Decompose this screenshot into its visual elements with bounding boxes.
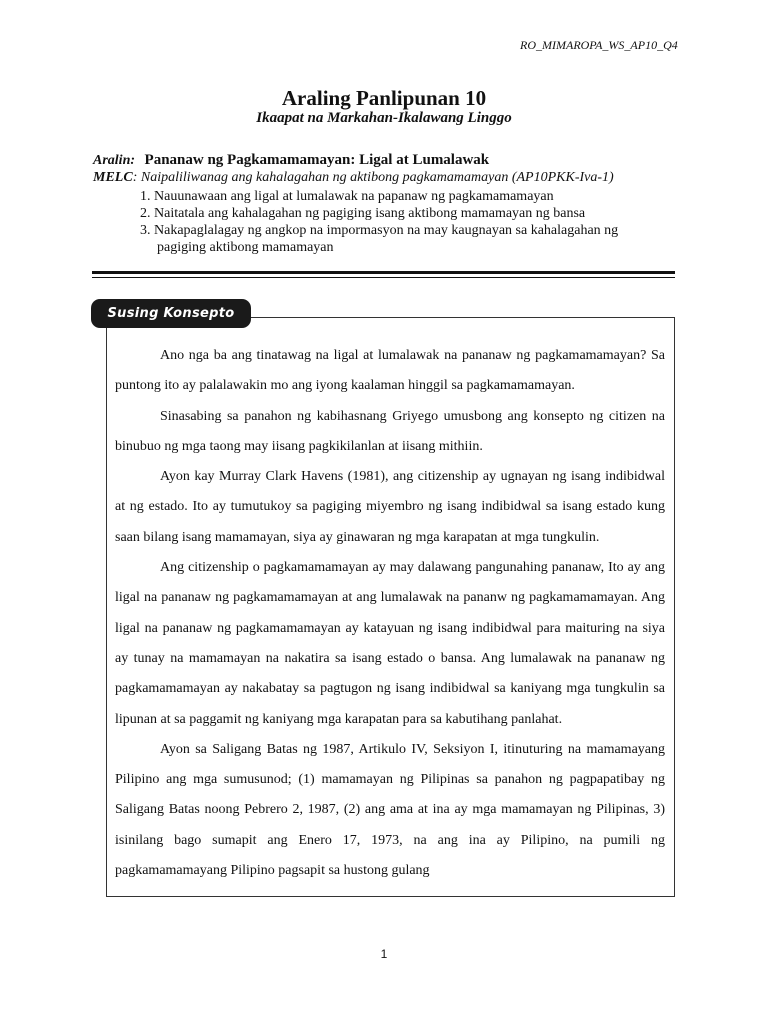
section-tag: Susing Konsepto xyxy=(91,299,251,328)
divider-thin xyxy=(92,277,675,278)
page-number: 1 xyxy=(380,947,388,961)
document-code: RO_MIMAROPA_WS_AP10_Q4 xyxy=(520,38,678,52)
melc-line xyxy=(93,170,614,186)
objective-item: 2. Naitatala ang kahalagahan ng pagiging isang aktibong mamamayan ng bansa xyxy=(140,206,586,221)
page-title: Araling Panlipunan 10 xyxy=(281,86,487,110)
aralin-value: Pananaw ng Pagkamamamayan: Ligal at Lumalawak xyxy=(144,152,490,168)
objective-item-continuation: pagiging aktibong mamamayan xyxy=(157,240,334,255)
paragraph: Sinasabing sa panahon ng kabihasnang Griyego umusbong ang konsepto ng citizen na binubuo ng mga taong may iisang pagkikilanlan at iisang mithiin. xyxy=(115,408,665,454)
aralin-line xyxy=(93,152,489,169)
page-subtitle: Ikaapat na Markahan-Ikalawang Linggo xyxy=(256,110,512,126)
objective-item: 3. Nakapaglalagay ng angkop na impormasyon na may kaugnayan sa kahalagahan ng xyxy=(140,223,619,238)
paragraph: Ayon kay Murray Clark Havens (1981), ang citizenship ay ugnayan ng isang indibidwal at ng estado. Ito ay tumutukoy sa pagiging miyembro ng isang indibidwal sa isang estado kung saan bilang isang mamamayan, siya ay ginawaran ng mga karapatan at mga tungkulin. xyxy=(115,469,665,545)
aralin-label: Aralin: xyxy=(93,153,136,168)
divider-thick xyxy=(92,271,675,274)
objectives-list xyxy=(140,188,680,256)
melc-text: : Naipaliliwanag ang kahalagahan ng aktibong pagkamamamayan (AP10PKK-Iva-1) xyxy=(132,170,614,185)
paragraph: Ang citizenship o pagkamamamayan ay may dalawang pangunahing pananaw, Ito ay ang ligal na pananaw ng pagkamamamayan at ang lumalawak na pananw ng pagkamamamayan. Ang ligal na pananaw ng pagkamamamayan ay katayuan ng isang indibidwal para maituring na siya ay tunay na mamamayan na nakatira sa isang estado o bansa. Ang lumalawak na pananaw ng pagkamamamayan ay nakabatay sa pagtugon ng isang indibidwal sa kaniyang mga tungkulin sa lipunan at sa paggamit ng kaniyang mga karapatan para sa kabutihang panlahat. xyxy=(115,560,665,727)
paragraph: Ano nga ba ang tinatawag na ligal at lumalawak na pananaw ng pagkamamamayan? Sa puntong ito ay palalawakin mo ang iyong kaalaman hinggil sa pagkamamamayan. xyxy=(115,348,665,394)
objective-item: 1. Nauunawaan ang ligal at lumalawak na papanaw ng pagkamamamayan xyxy=(140,189,554,204)
melc-label: MELC xyxy=(93,170,133,185)
paragraph: Ayon sa Saligang Batas ng 1987, Artikulo IV, Seksiyon I, itinuturing na mamamayang Pilipino ang mga sumusunod; (1) mamamayan ng Pilipinas sa panahon ng pagpapatibay ng Saligang Batas noong Pebrero 2, 1987, (2) ang ama at ina ay mga mamamayan ng Pilipinas, 3) isinilang bago sumapit ang Enero 17, 1973, na ang ina ay Pilipino, na pumili ng pagkamamamayang Pilipino pagsapit sa hustong gulang xyxy=(115,741,665,879)
concept-body xyxy=(115,341,665,886)
